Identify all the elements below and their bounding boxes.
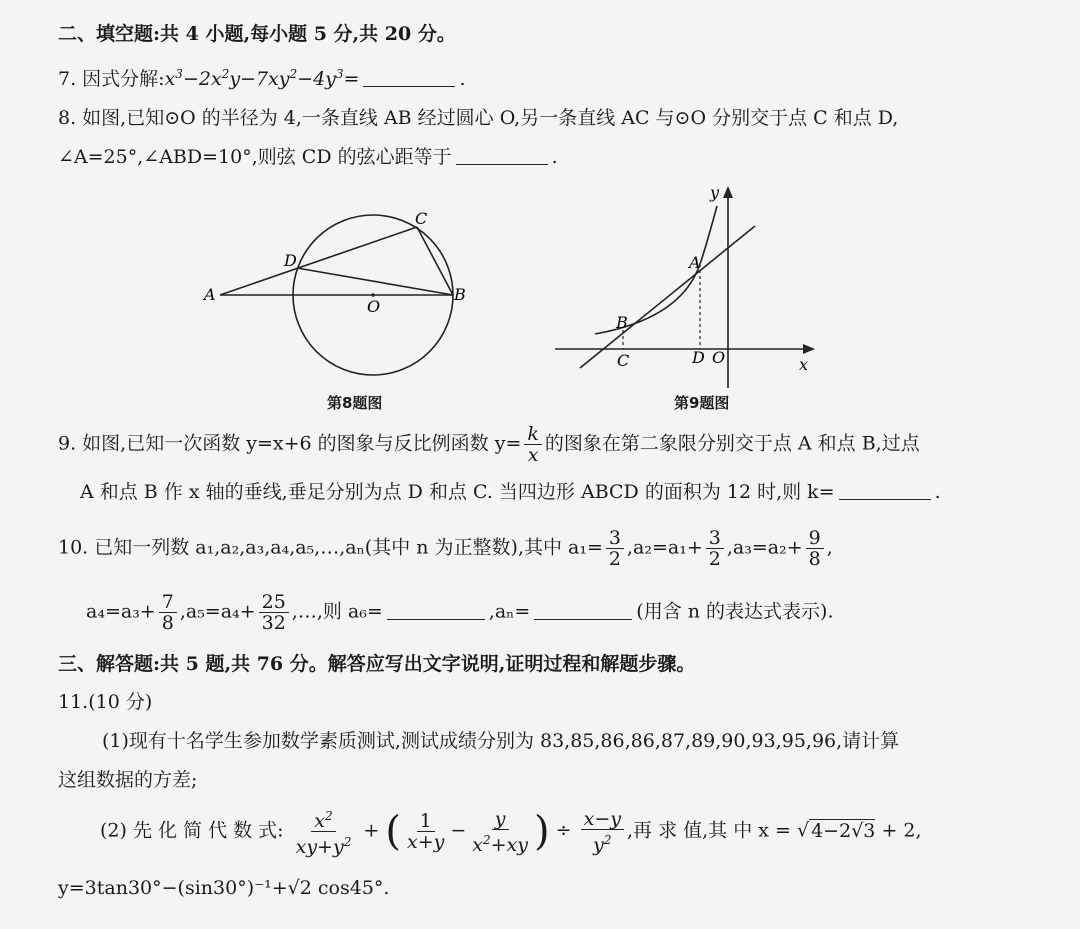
- fig9-label-O: O: [712, 348, 726, 367]
- q11-frac-x-y-over-y2: [581, 809, 624, 855]
- section3-heading: 三、解答题:共 5 题,共 76 分。解答应写出文字说明,证明过程和解题步骤。: [58, 653, 696, 675]
- q10-a6-blank[interactable]: [387, 603, 485, 620]
- q7-expression: $x^3-2x^2y-7xy^2-4y^3=$: [164, 67, 360, 90]
- q11-part1-line2: 这组数据的方差;: [58, 769, 198, 791]
- fig9-x-arrow: [803, 344, 815, 354]
- q11-part2-line1: (2) 先 化 简 代 数 式: $\frac{x^2}{xy+y^2}$ + ( $\frac{1}{x+y}$ − $\frac{y}{x^2+xy}$ ) ÷ $\frac{x-y}{y^2}$ ,再 求 值,其 中 x = √ 4−2√3 + 2,: [100, 807, 922, 858]
- fig9-label-y: y: [710, 183, 720, 202]
- q10-frac-3-num: 9: [806, 528, 824, 549]
- q10-line2: [86, 592, 833, 633]
- q11-lparen: (: [385, 808, 401, 855]
- q9-line2-text: A 和点 B 作 x 轴的垂线,垂足分别为点 D 和点 C. 当四边形 ABCD 的面积为 12 时,则 k=: [80, 481, 835, 503]
- q9-frac-num: k: [524, 424, 542, 445]
- q11-plus-2: + 2,: [881, 819, 922, 842]
- q9-frac-den: x: [527, 444, 539, 466]
- q10-text-h: ,aₙ=: [488, 600, 531, 623]
- q10-text-f: ,a₅=a₄+: [179, 600, 256, 623]
- fig9-label-B: B: [616, 313, 628, 332]
- q11-frac-y-over-x2-xy: [469, 809, 531, 855]
- q10-frac-1-den: 2: [608, 548, 621, 570]
- fig8-label-A: A: [204, 285, 216, 304]
- q11-frac3-den: $x^2+xy$: [472, 832, 529, 856]
- q10-text-d: ,: [826, 536, 833, 559]
- figure-9: [545, 178, 825, 393]
- q11-sqrt-sign: √: [796, 819, 810, 842]
- q11-sqrt-value: 4−2√3: [811, 819, 876, 842]
- fig8-label-C: C: [415, 209, 428, 228]
- q11-frac2-den: x+y: [406, 831, 445, 853]
- q11-p2-suffix: ,再 求 值,其 中 x =: [627, 819, 791, 842]
- fig8-label-B: B: [454, 285, 466, 304]
- q10-frac-4-den: 8: [161, 612, 174, 634]
- fig9-label-D: D: [692, 348, 705, 367]
- q10-text-b: ,a₂=a₁+: [626, 536, 703, 559]
- q10-text-g: ,…,则 a₆=: [291, 600, 383, 623]
- q10-text-c: ,a₃=a₂+: [726, 536, 803, 559]
- q10-frac-2: [706, 528, 724, 569]
- fig9-label-x: x: [799, 355, 809, 374]
- figure-8: [190, 200, 490, 380]
- q11-divide: ÷: [555, 819, 572, 842]
- q11-frac-x2-over-xy-y2: [293, 806, 355, 857]
- q10-frac-2-num: 3: [706, 528, 724, 549]
- fig8-line-DB: [297, 268, 453, 295]
- q8-line1: 8. 如图,已知⊙O 的半径为 4,一条直线 AB 经过圆心 O,另一条直线 AC 与⊙O 分别交于点 C 和点 D,: [58, 107, 899, 129]
- q7-label: 7. 因式分解:: [58, 68, 165, 90]
- question-7: 7. 因式分解$:x^3-2x^2y-7xy^2-4y^3=$ .: [58, 67, 466, 90]
- q11-frac2-num: 1: [417, 811, 435, 832]
- q11-frac-1-over-x-plus-y: [404, 811, 447, 852]
- q11-frac1-num: $x^2$: [311, 806, 335, 832]
- q11-label: 11.(10 分): [58, 691, 153, 713]
- q9-answer-blank[interactable]: [839, 483, 931, 500]
- q10-frac-4-num: 7: [159, 592, 177, 613]
- q9-fraction-k-over-x: [524, 424, 542, 465]
- q11-frac3-num: y: [492, 809, 509, 830]
- fig9-y-arrow: [723, 186, 733, 198]
- q10-frac-4: [159, 592, 177, 633]
- q9-text-b: 的图象在第二象限分别交于点 A 和点 B,过点: [544, 432, 920, 455]
- q11-part2-line2: y=3tan30°−(sin30°)⁻¹+√2 cos45°.: [58, 877, 390, 899]
- q8-line2-text: ∠A=25°,∠ABD=10°,则弦 CD 的弦心距等于: [58, 146, 452, 168]
- q10-text-a: 10. 已知一列数 a₁,a₂,a₃,a₄,a₅,…,aₙ(其中 n 为正整数),其中 a₁=: [58, 536, 603, 559]
- q10-an-blank[interactable]: [534, 603, 632, 620]
- q10-frac-3-den: 8: [808, 548, 821, 570]
- q8-answer-blank[interactable]: [456, 148, 548, 165]
- q10-frac-2-den: 2: [708, 548, 721, 570]
- q10-frac-1-num: 3: [606, 528, 624, 549]
- q9-line1: [58, 424, 920, 465]
- q10-frac-5: [259, 592, 289, 633]
- q8-line2: ∠A=25°,∠ABD=10°,则弦 CD 的弦心距等于 .: [58, 146, 558, 168]
- q9-line2: A 和点 B 作 x 轴的垂线,垂足分别为点 D 和点 C. 当四边形 ABCD 的面积为 12 时,则 k= .: [80, 481, 941, 503]
- q10-frac-3: [806, 528, 824, 569]
- q11-frac4-den: $y^2$: [593, 832, 612, 856]
- q10-text-i: (用含 n 的表达式表示).: [636, 600, 834, 623]
- fig8-caption: 第8题图: [327, 394, 383, 412]
- fig9-caption: 第9题图: [674, 394, 730, 412]
- q7-answer-blank[interactable]: [363, 70, 455, 87]
- q10-text-e: a₄=a₃+: [86, 600, 156, 623]
- fig9-label-C: C: [617, 351, 630, 370]
- q10-frac-5-num: 25: [259, 592, 289, 613]
- q10-line1: [58, 528, 833, 569]
- q11-part1-line1: (1)现有十名学生参加数学素质测试,测试成绩分别为 83,85,86,86,87,89,90,93,95,96,请计算: [102, 730, 900, 752]
- q11-p2-prefix: (2) 先 化 简 代 数 式:: [100, 819, 284, 842]
- q10-frac-5-den: 32: [261, 612, 286, 634]
- q10-frac-1: [606, 528, 624, 569]
- q11-frac4-num: x−y: [581, 809, 624, 830]
- q9-text-a: 9. 如图,已知一次函数 y=x+6 的图象与反比例函数 y=: [58, 432, 522, 455]
- q11-rparen: ): [534, 808, 550, 855]
- section2-heading: 二、填空题:共 4 小题,每小题 5 分,共 20 分。: [58, 23, 456, 45]
- fig8-label-D: D: [284, 251, 297, 270]
- q11-plus: +: [363, 819, 380, 842]
- q11-frac1-den: $xy+y^2$: [295, 835, 352, 858]
- fig8-label-O: O: [367, 297, 381, 316]
- fig9-label-A: A: [689, 253, 701, 272]
- fig8-line-CB: [417, 227, 453, 295]
